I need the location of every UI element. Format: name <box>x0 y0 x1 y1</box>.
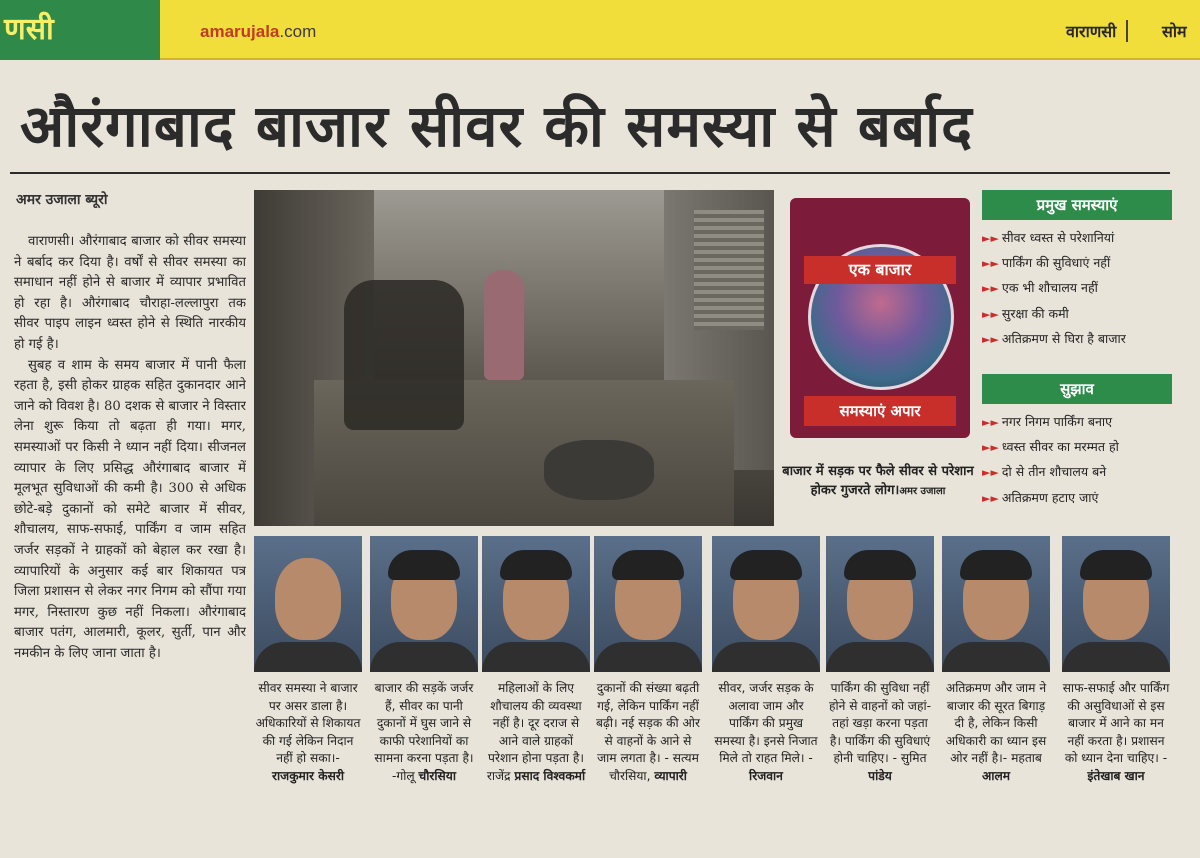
person-name: प्रसाद विश्वकर्मा <box>514 768 586 783</box>
problems-panel <box>982 190 1172 352</box>
arrow-icon: ►► <box>982 466 999 480</box>
list-item-text: अतिक्रमण से घिरा है बाजार <box>1001 330 1126 346</box>
list-item <box>982 251 1172 276</box>
quote-text: पार्किंग की सुविधा नहीं होने से वाहनों को जहां-तहां खड़ा करना पड़ता है। पार्किंग की सुविधाएं होनी चाहिए। - सुमित <box>828 681 932 766</box>
person-card <box>370 536 478 830</box>
list-item <box>982 226 1172 251</box>
person-card <box>254 536 362 830</box>
person-quote <box>826 680 934 830</box>
body-paragraph: वाराणसी। औरंगाबाद बाजार को सीवर समस्या ने बर्बाद कर दिया है। वर्षों से सीवर समस्या का समाधान नहीं होने से बाजार में व्यापार प्रभावित हो रहा है। औरंगाबाद चौराहा-लल्लापुरा तक सीवर पाइप लाइन ध्वस्त होने से स्थिति नारकीय हो गई है। <box>14 234 246 352</box>
suggestions-panel <box>982 374 1172 511</box>
photo-caption-text: बाजार में सड़क पर फैले सीवर से परेशान होकर गुजरते लोग। <box>782 464 974 498</box>
quote-text: साफ-सफाई और पार्किंग की असुविधाओं से इस बाजार में आने का मन नहीं करता है। प्रशासन को ध्यान देना चाहिए। - <box>1062 681 1170 766</box>
arrow-icon: ►► <box>982 257 999 271</box>
headline-rule <box>10 172 1170 174</box>
arrow-icon: ►► <box>982 232 999 245</box>
arrow-icon: ►► <box>982 441 999 455</box>
person-photo <box>482 536 590 672</box>
person-name: व्यापारी <box>654 768 687 783</box>
inset-bottom-label: समस्याएं अपार <box>804 396 956 426</box>
person-card <box>1062 536 1170 830</box>
quote-text: महिलाओं के लिए शौचालय की व्यवस्था नहीं है। दूर दराज से आने वाले ग्राहकों परेशान होना पड़ता है। राजेंद्र <box>486 681 584 783</box>
edition-label: वाराणसी <box>1066 20 1128 42</box>
main-photo <box>254 190 774 526</box>
list-item <box>982 435 1172 460</box>
list-item <box>982 276 1172 301</box>
person-card <box>826 536 934 830</box>
city-tab: णसी <box>0 0 160 60</box>
list-item <box>982 460 1172 485</box>
arrow-icon: ►► <box>982 307 999 321</box>
arrow-icon: ►► <box>982 282 999 296</box>
inset-graphic <box>790 198 970 438</box>
list-item-text: नगर निगम पार्किंग बनाए <box>1001 414 1113 429</box>
person-quote <box>1062 680 1170 830</box>
person-quote <box>254 680 362 830</box>
body-paragraph: सुबह व शाम के समय बाजार में पानी फैला रहता है, इसी होकर ग्राहक सहित दुकानदार आने जाने को विवश है। 80 दशक से बाजार ने विस्तार लेना शुरू किया तो बढ़ता ही गया। मगर, समस्याओं पर किसी ने ध्यान नहीं दिया। सीजनल व्यापार के लिए प्रसिद्ध औरंगाबाद बाजार में मूलभूत सुविधाओं की कमी है। 300 से अधिक छोटे-बड़े दुकानों को समेटे बाजार में सीवर, शौचालय, साफ-सफाई, पार्किंग व जाम सहित जर्जर सड़कों ने ग्राहकों को बेहाल कर रखा है। व्यापारियों के अनुसार कई बार शिकायत पत्र जिला प्रशासन से लेकर नगर निगम को सौंपा गया मगर, निस्तारण कुछ नहीं निकला। औरंगाबाद बाजार पतंग, आलमारी, कूलर, सुर्ती, पान और नमकीन के लिए जाना जाता है। <box>14 357 246 661</box>
site-name-text: amarujala <box>200 22 280 41</box>
person-photo <box>1062 536 1170 672</box>
person-card <box>594 536 702 830</box>
list-item <box>982 302 1172 327</box>
person-card <box>942 536 1050 830</box>
quote-text: दुकानों की संख्या बढ़ती गई, लेकिन पार्किंग नहीं बढ़ी। नई सड़क की ओर से वाहनों के आने से जाम लगता है। - सत्यम चौरसिया, <box>596 681 700 783</box>
arrow-icon: ►► <box>982 491 999 505</box>
person-quote <box>942 680 1050 830</box>
person-quote <box>594 680 702 830</box>
day-label: सोम <box>1162 22 1187 41</box>
person-photo <box>370 536 478 672</box>
list-item-text: एक भी शौचालय नहीं <box>1001 280 1098 296</box>
byline: अमर उजाला ब्यूरो <box>16 192 108 208</box>
list-item <box>982 410 1172 435</box>
person-quote <box>712 680 820 830</box>
person-photo <box>254 536 362 672</box>
quote-text: अतिक्रमण और जाम ने बाजार की सूरत बिगाड़ दी है, लेकिन किसी अधिकारी का ध्यान इस ओर नहीं है।- महताब <box>945 681 1047 766</box>
suggestions-list <box>982 410 1172 511</box>
list-item <box>982 486 1172 511</box>
photo-pedestrian <box>484 270 524 380</box>
person-name: इंतेखाब खान <box>1087 768 1145 783</box>
article-body <box>14 232 246 852</box>
person-name: राजकुमार केसरी <box>272 768 344 783</box>
person-quote <box>482 680 590 830</box>
person-name: रिजवान <box>749 768 783 783</box>
person-photo <box>594 536 702 672</box>
inset-top-label: एक बाजार <box>804 256 956 284</box>
arrow-icon: ►► <box>982 332 999 346</box>
suggestions-title: सुझाव <box>982 374 1172 404</box>
problems-title: प्रमुख समस्याएं <box>982 190 1172 220</box>
site-tld: .com <box>279 22 317 41</box>
headline: औरंगाबाद बाजार सीवर की समस्या से बर्बाद <box>20 92 973 160</box>
list-item-text: पार्किंग की सुविधाएं नहीं <box>1001 255 1111 271</box>
photo-caption <box>780 462 976 501</box>
quote-text: सीवर समस्या ने बाजार पर असर डाला है। अधिकारियों से शिकायत की गई लेकिन निदान नहीं हो सका।- <box>255 681 361 766</box>
person-name: आलम <box>981 768 1010 783</box>
person-name: पांडेय <box>868 768 892 783</box>
quote-text: बाजार की सड़कें जर्जर हैं, सीवर का पानी दुकानों में घुस जाने से काफी परेशानियों का सामना करना पड़ता है। -गोलू <box>374 681 474 783</box>
list-item <box>982 327 1172 352</box>
photo-puddle <box>544 440 654 500</box>
masthead-bar <box>0 0 1200 60</box>
person-card <box>712 536 820 830</box>
list-item-text: ध्वस्त सीवर का मरम्मत हो <box>1001 439 1119 455</box>
person-card <box>482 536 590 830</box>
photo-credit: अमर उजाला <box>899 486 946 497</box>
person-quote <box>370 680 478 830</box>
list-item-text: अतिक्रमण हटाए जाएं <box>1001 489 1099 505</box>
problems-list <box>982 226 1172 352</box>
person-name: चौरसिया <box>418 768 457 783</box>
quote-text: सीवर, जर्जर सड़क के अलावा जाम और पार्किंग की प्रमुख समस्या है। इनसे निजात मिले तो राहत मिले। - <box>714 681 818 766</box>
person-photo <box>712 536 820 672</box>
person-photo <box>826 536 934 672</box>
photo-motorbike <box>344 280 464 430</box>
site-name <box>200 22 316 42</box>
person-photo <box>942 536 1050 672</box>
arrow-icon: ►► <box>982 416 999 429</box>
list-item-text: दो से तीन शौचालय बने <box>1001 464 1107 480</box>
list-item-text: सुरक्षा की कमी <box>1001 305 1069 321</box>
photo-shutter <box>694 210 764 330</box>
list-item-text: सीवर ध्वस्त से परेशानियां <box>1001 230 1115 245</box>
